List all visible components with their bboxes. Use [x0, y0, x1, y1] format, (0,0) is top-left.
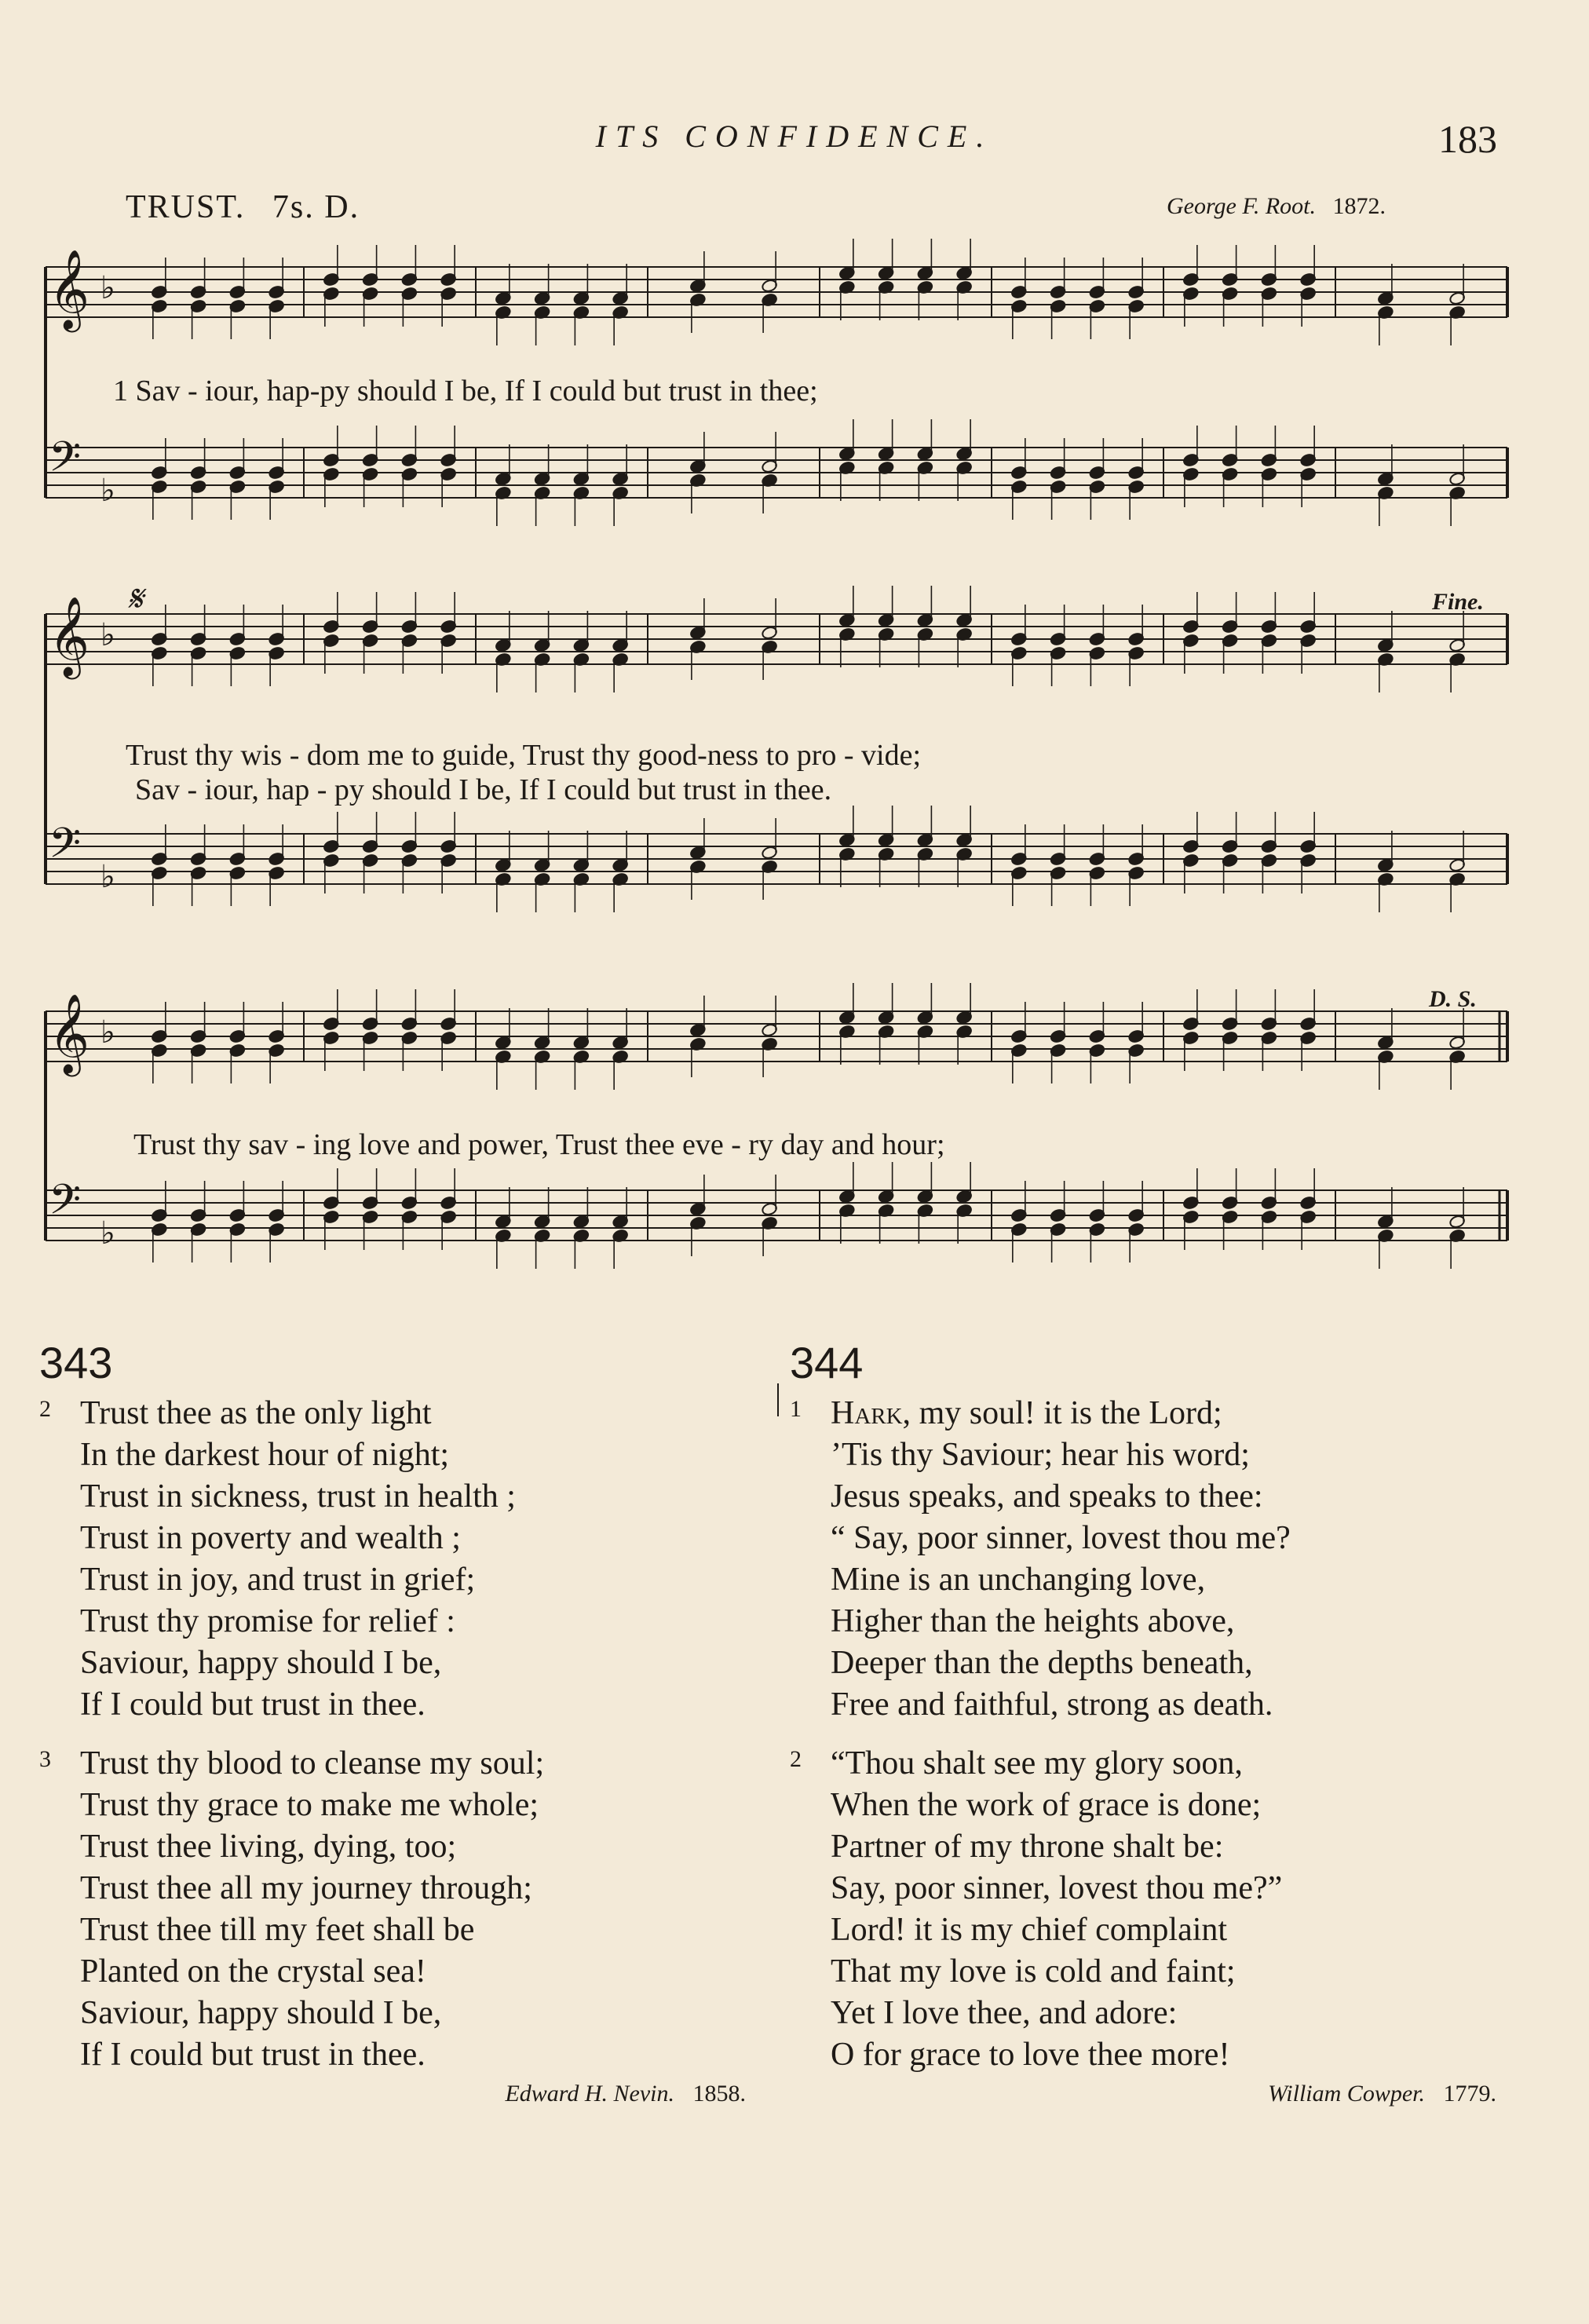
hymn-number: 344: [790, 1338, 864, 1387]
verse-line: Free and faithful, strong as death.: [831, 1686, 1273, 1723]
author-name: Edward H. Nevin.: [505, 2081, 674, 2107]
author-credit: [39, 2081, 746, 2107]
lyric-line: 1 Sav - iour, hap-py should I be, If I could but trust in thee;: [113, 375, 818, 407]
bass-clef-icon: 𝄢: [49, 1176, 82, 1234]
verse-line: Mine is an unchanging love,: [831, 1562, 1206, 1598]
treble-clef-icon: 𝄞: [49, 992, 90, 1073]
verse-line: Saviour, happy should I be,: [80, 1645, 442, 1681]
stanza-3: [39, 1743, 746, 2076]
author-year: 1858.: [692, 2081, 746, 2107]
verse-line: Partner of my throne shalt be:: [831, 1829, 1224, 1865]
author-credit: [790, 2081, 1496, 2107]
verse-line: Trust thee living, dying, too;: [80, 1829, 457, 1865]
author-year: 1779.: [1443, 2081, 1496, 2107]
flat-key-signature-icon: ♭: [100, 617, 115, 653]
stanza-2: [790, 1743, 1496, 2076]
verse-line: Saviour, happy should I be,: [80, 1995, 442, 2031]
composer-credit: [1167, 193, 1386, 220]
flat-key-signature-icon: ♭: [100, 473, 115, 509]
verse-line: [790, 1393, 1496, 1434]
verse-line: Higher than the heights above,: [831, 1603, 1235, 1639]
fine-mark: Fine.: [1432, 589, 1484, 615]
bass-clef-icon: 𝄢: [49, 820, 82, 878]
stanza-1: [790, 1393, 1496, 1726]
flat-key-signature-icon: ♭: [100, 859, 115, 895]
verse-line: Trust thy blood to cleanse my soul;: [80, 1745, 545, 1781]
hymn-343: [39, 1339, 746, 2107]
verse-number: 1: [790, 1396, 802, 1422]
flat-key-signature-icon: ♭: [100, 1215, 115, 1252]
verse-line: Jesus speaks, and speaks to thee:: [831, 1478, 1263, 1515]
stanza-2: [39, 1393, 746, 1726]
verse-line: When the work of grace is done;: [831, 1787, 1262, 1823]
music-system-1: [35, 243, 1542, 557]
tune-meter: 7s. D.: [272, 189, 360, 225]
flat-key-signature-icon: ♭: [100, 270, 115, 306]
treble-clef-icon: 𝄞: [49, 248, 90, 329]
verse-line: Trust in poverty and wealth ;: [80, 1520, 461, 1556]
segno-mark: 𝄋: [127, 579, 143, 619]
verse-line: Trust thee as the only light: [80, 1395, 432, 1431]
verse-line: Trust thy grace to make me whole;: [80, 1787, 539, 1823]
lyric-line: Trust thy sav - ing love and power, Trust thee eve - ry day and hour;: [133, 1128, 945, 1161]
tune-name: TRUST.: [126, 189, 246, 225]
verse-line: If I could but trust in thee.: [80, 1686, 426, 1723]
composer-year: 1872.: [1332, 193, 1386, 219]
verse-line: Planted on the crystal sea!: [80, 1953, 426, 1990]
author-name: William Cowper.: [1267, 2081, 1425, 2107]
verse-number: 3: [39, 1746, 51, 1772]
verse-line: If I could but trust in thee.: [80, 2037, 426, 2073]
verse-line: “Thou shalt see my glory soon,: [831, 1745, 1243, 1781]
ds-mark: D. S.: [1429, 986, 1477, 1012]
hymn-number: 343: [39, 1338, 113, 1387]
verse-line: Trust in joy, and trust in grief;: [80, 1562, 476, 1598]
tune-title: [126, 188, 360, 226]
verse-line: Trust in sickness, trust in health ;: [80, 1478, 516, 1515]
first-line-rest: my soul! it is the Lord;: [911, 1395, 1222, 1431]
verse-line: O for grace to love thee more!: [831, 2037, 1230, 2073]
treble-clef-icon: 𝄞: [49, 595, 90, 676]
lyric-line: Sav - iour, hap - py should I be, If I could but trust in thee.: [135, 773, 832, 806]
verse-line: Say, poor sinner, lovest thou me?”: [831, 1870, 1283, 1906]
verse-line: Yet I love thee, and adore:: [831, 1995, 1178, 2031]
composer-name: George F. Root.: [1167, 193, 1316, 219]
verse-number: 2: [790, 1746, 802, 1772]
verse-line: That my love is cold and faint;: [831, 1953, 1236, 1990]
column-divider: [777, 1383, 779, 1416]
verse-line: “ Say, poor sinner, lovest thou me?: [831, 1520, 1291, 1556]
flat-key-signature-icon: ♭: [100, 1014, 115, 1051]
lyric-line: Trust thy wis - dom me to guide, Trust thy good-ness to pro - vide;: [126, 739, 922, 772]
running-head: ITS CONFIDENCE.: [595, 119, 994, 154]
page-number: 183: [1438, 117, 1497, 161]
verse-number: 2: [39, 1396, 51, 1422]
verse-line: Deeper than the depths beneath,: [831, 1645, 1253, 1681]
bass-clef-icon: 𝄢: [49, 433, 82, 491]
verse-line: Lord! it is my chief complaint: [831, 1912, 1228, 1948]
music-system-2: [35, 579, 1542, 952]
verse-line: Trust thee till my feet shall be: [80, 1912, 475, 1948]
verse-line: ’Tis thy Saviour; hear his word;: [831, 1437, 1250, 1473]
verse-line: Trust thee all my journey through;: [80, 1870, 532, 1906]
verse-line: In the darkest hour of night;: [80, 1437, 450, 1473]
verse-line: Trust thy promise for relief :: [80, 1603, 455, 1639]
music-system-3: [35, 988, 1542, 1317]
first-word: Hark,: [831, 1395, 911, 1431]
hymn-344: [790, 1339, 1496, 2107]
